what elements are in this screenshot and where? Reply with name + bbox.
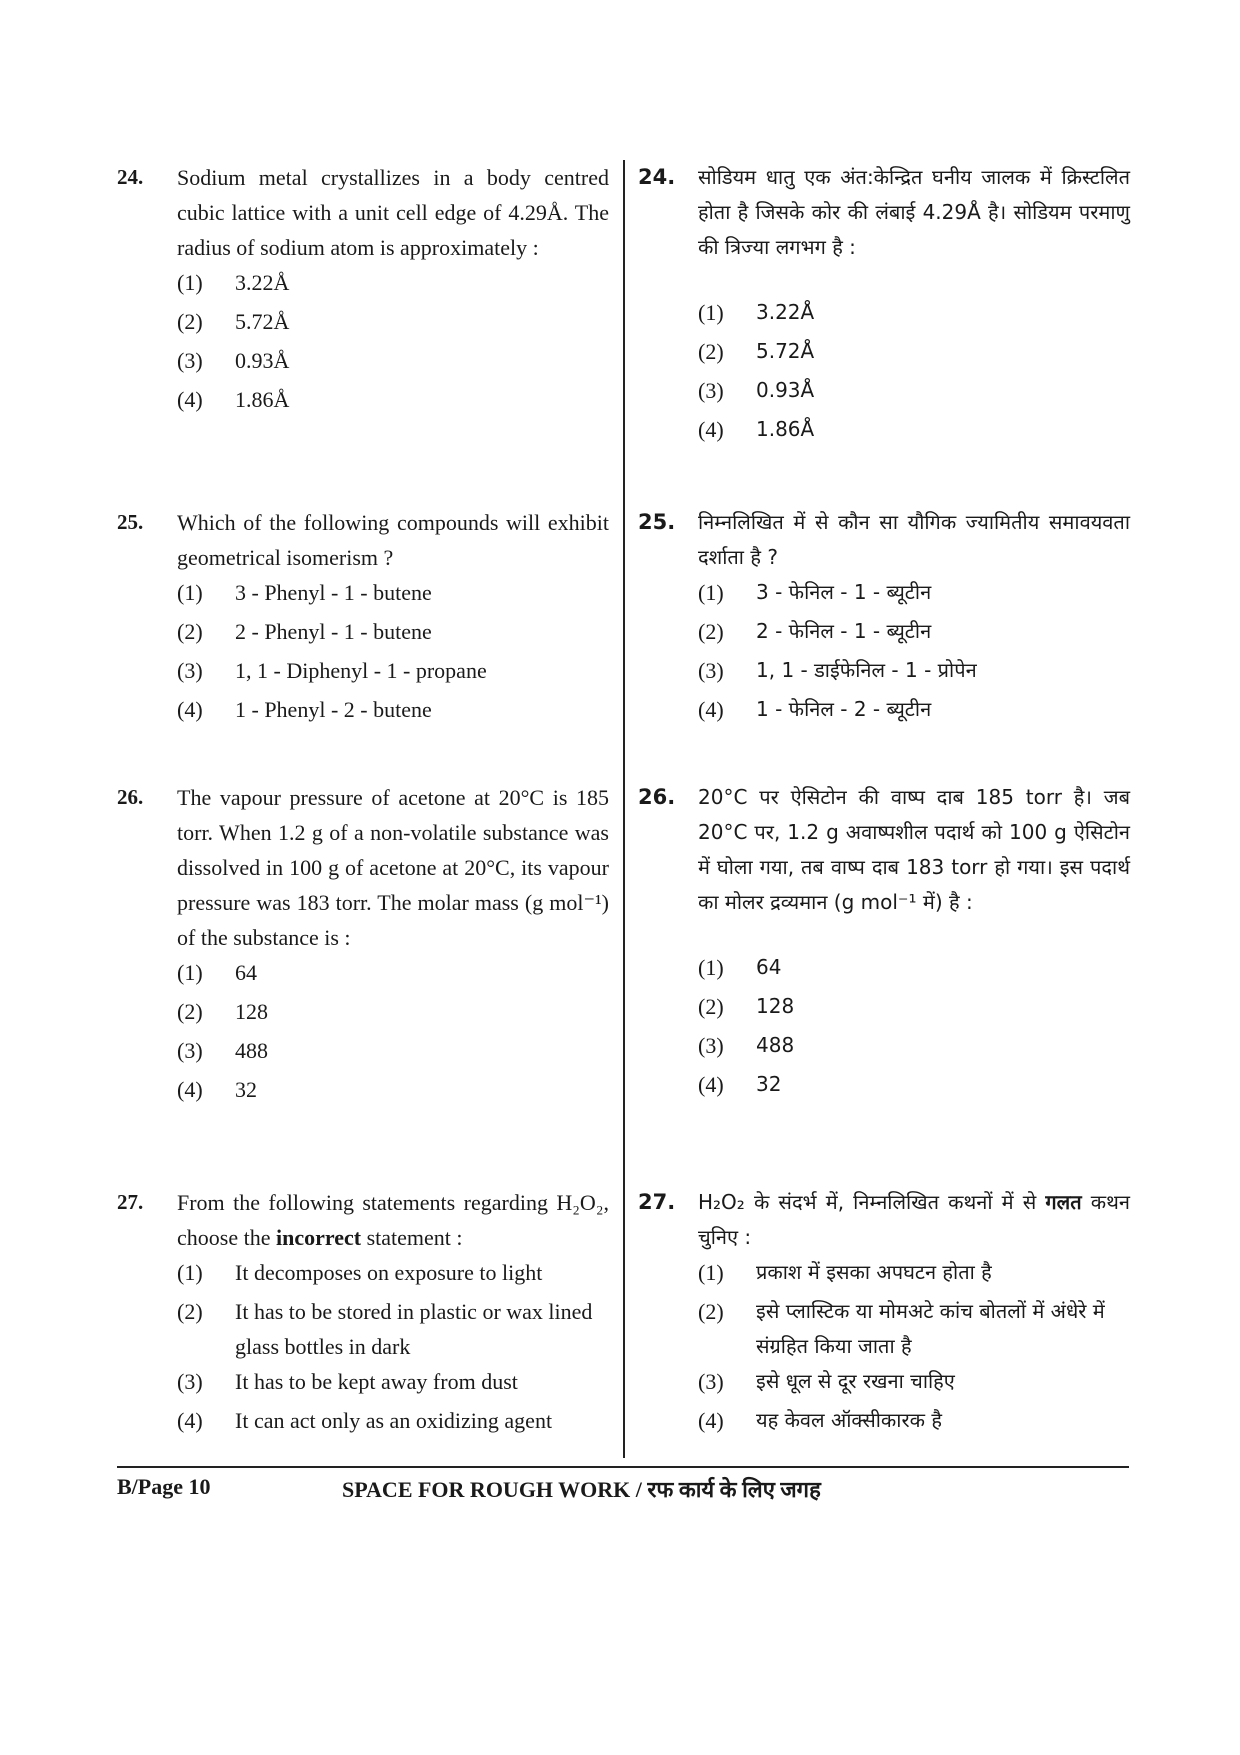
option-number: (2): [177, 619, 203, 644]
option-text: 64: [756, 955, 782, 979]
option-2[interactable]: [177, 614, 609, 653]
option-text: यह केवल ऑक्सीकारक है: [756, 1408, 942, 1432]
option-2[interactable]: [698, 334, 1130, 373]
option-number: (1): [177, 1260, 203, 1285]
option-text: 3 - Phenyl - 1 - butene: [235, 580, 432, 605]
option-text: 2 - Phenyl - 1 - butene: [235, 619, 432, 644]
option-text: 488: [235, 1038, 268, 1063]
option-number: (1): [698, 955, 724, 980]
option-number: (3): [177, 1038, 203, 1063]
option-text: 1.86Å: [235, 387, 290, 412]
option-text: 0.93Å: [235, 348, 290, 373]
option-text: It has to be stored in plastic or wax lined glass bottles in dark: [235, 1299, 593, 1359]
option-text: 3.22Å: [235, 270, 290, 295]
option-text: 0.93Å: [756, 378, 815, 402]
option-1[interactable]: [698, 295, 1130, 334]
option-text: प्रकाश में इसका अपघटन होता है: [756, 1260, 992, 1284]
option-number: (4): [177, 1077, 203, 1102]
option-4[interactable]: [177, 692, 609, 731]
question-number: 25.: [638, 510, 676, 534]
option-3[interactable]: [177, 343, 609, 382]
option-text: 3.22Å: [756, 300, 815, 324]
option-number: (1): [698, 300, 724, 325]
option-number: (2): [698, 1299, 724, 1324]
option-text: 128: [756, 994, 795, 1018]
column-divider: [623, 160, 625, 1458]
option-text: 1 - फेनिल - 2 - ब्यूटीन: [756, 697, 932, 721]
option-text: 32: [756, 1072, 782, 1096]
option-text: 1.86Å: [756, 417, 815, 441]
question-text: 20°C पर ऐसिटोन की वाष्प दाब 185 torr है। जब 20°C पर, 1.2 g अवाष्पशील पदार्थ को 100 g ऐसिटोन में घोला गया, तब वाष्प दाब 183 torr हो गया। इस पदार्थ का मोलर द्रव्यमान (g mol⁻¹ में) है :: [698, 785, 1130, 914]
question-27-hi: [638, 1185, 1130, 1442]
options-list: [698, 950, 1130, 1106]
option-1[interactable]: [698, 950, 1130, 989]
option-4[interactable]: [698, 1067, 1130, 1106]
option-3[interactable]: [698, 1364, 1130, 1403]
option-text: 128: [235, 999, 268, 1024]
question-number: 27.: [117, 1190, 144, 1214]
option-number: (1): [698, 580, 724, 605]
option-number: (3): [698, 1033, 724, 1058]
question-24-en: [117, 160, 609, 421]
question-26-en: [117, 780, 609, 1111]
option-number: (4): [698, 417, 724, 442]
option-text: 1, 1 - Diphenyl - 1 - propane: [235, 658, 487, 683]
option-text: 5.72Å: [235, 309, 290, 334]
option-4[interactable]: [177, 382, 609, 421]
option-1[interactable]: [698, 575, 1130, 614]
option-1[interactable]: [177, 575, 609, 614]
question-25-en: [117, 505, 609, 731]
option-4[interactable]: [698, 412, 1130, 451]
option-3[interactable]: [177, 1364, 609, 1403]
option-number: (1): [177, 270, 203, 295]
option-text: 1 - Phenyl - 2 - butene: [235, 697, 432, 722]
option-number: (2): [698, 339, 724, 364]
option-number: (1): [177, 580, 203, 605]
option-number: (2): [698, 619, 724, 644]
question-number: 26.: [638, 785, 676, 809]
options-list: [177, 265, 609, 421]
options-list: [177, 955, 609, 1111]
option-number: (3): [177, 348, 203, 373]
option-number: (3): [698, 658, 724, 683]
question-number: 26.: [117, 785, 144, 809]
option-number: (4): [698, 1072, 724, 1097]
option-number: (2): [698, 994, 724, 1019]
option-text: 32: [235, 1077, 257, 1102]
option-text: It can act only as an oxidizing agent: [235, 1408, 553, 1433]
option-2[interactable]: [177, 304, 609, 343]
option-text: 5.72Å: [756, 339, 815, 363]
question-text: [177, 1185, 609, 1255]
option-number: (4): [177, 697, 203, 722]
options-list: [698, 575, 1130, 731]
option-3[interactable]: [698, 1028, 1130, 1067]
option-number: (3): [177, 658, 203, 683]
option-number: (3): [698, 378, 724, 403]
option-text: 3 - फेनिल - 1 - ब्यूटीन: [756, 580, 932, 604]
option-number: (2): [177, 1299, 203, 1324]
page-number: B/Page 10: [117, 1474, 211, 1499]
question-27-en: [117, 1185, 609, 1442]
option-number: (1): [177, 960, 203, 985]
option-1[interactable]: [177, 1255, 609, 1294]
option-4[interactable]: [177, 1403, 609, 1442]
option-text: It decomposes on exposure to light: [235, 1260, 543, 1285]
option-number: (1): [698, 1260, 724, 1285]
option-3[interactable]: [698, 373, 1130, 412]
option-3[interactable]: [698, 653, 1130, 692]
option-2[interactable]: [698, 989, 1130, 1028]
option-number: (3): [177, 1369, 203, 1394]
options-list: [698, 1255, 1130, 1442]
option-text: 1, 1 - डाईफेनिल - 1 - प्रोपेन: [756, 658, 977, 682]
rough-work-label: SPACE FOR ROUGH WORK / रफ कार्य के लिए जगह: [342, 1477, 821, 1502]
question-24-hi: [638, 160, 1130, 451]
question-number: 25.: [117, 510, 144, 534]
option-text: 2 - फेनिल - 1 - ब्यूटीन: [756, 619, 932, 643]
option-3[interactable]: [177, 653, 609, 692]
question-text: [698, 1185, 1130, 1255]
options-list: [698, 295, 1130, 451]
option-1[interactable]: [698, 1255, 1130, 1294]
option-number: (2): [177, 309, 203, 334]
question-25-hi: [638, 505, 1130, 731]
question-number: 27.: [638, 1190, 676, 1214]
option-2[interactable]: [177, 1294, 609, 1364]
option-number: (4): [698, 697, 724, 722]
option-number: (4): [698, 1408, 724, 1433]
option-text: It has to be kept away from dust: [235, 1369, 518, 1394]
question-text-part: H₂O₂ के संदर्भ में, निम्नलिखित कथनों में से: [698, 1190, 1037, 1214]
question-text: Sodium metal crystallizes in a body centred cubic lattice with a unit cell edge of 4.29Å. The radius of sodium atom is approximately :: [177, 165, 609, 260]
question-text-part: statement :: [366, 1225, 463, 1250]
option-3[interactable]: [177, 1033, 609, 1072]
question-text: The vapour pressure of acetone at 20°C is 185 torr. When 1.2 g of a non-volatile substance was dissolved in 100 g of acetone at 20°C, its vapour pressure was 183 torr. The molar mass (g mol⁻¹) of the substance is :: [177, 785, 609, 950]
option-4[interactable]: [177, 1072, 609, 1111]
question-number: 24.: [117, 165, 144, 189]
question-text: Which of the following compounds will exhibit geometrical isomerism ?: [177, 510, 609, 570]
options-list: [177, 575, 609, 731]
option-number: (4): [177, 1408, 203, 1433]
question-26-hi: [638, 780, 1130, 1106]
footer-rule: [117, 1466, 1129, 1468]
option-2[interactable]: [177, 994, 609, 1033]
option-4[interactable]: [698, 1403, 1130, 1442]
option-number: (3): [698, 1369, 724, 1394]
option-2[interactable]: [698, 614, 1130, 653]
option-1[interactable]: [177, 955, 609, 994]
option-2[interactable]: [698, 1294, 1130, 1364]
question-text: निम्नलिखित में से कौन सा यौगिक ज्यामितीय समावयवता दर्शाता है ?: [698, 510, 1130, 569]
question-text-part: From the following statements regarding H₂O₂, choose the: [177, 1190, 609, 1250]
question-number: 24.: [638, 165, 676, 189]
option-number: (2): [177, 999, 203, 1024]
question-emphasis: incorrect: [275, 1225, 362, 1250]
question-emphasis: गलत: [1045, 1190, 1082, 1214]
options-list: [177, 1255, 609, 1442]
option-number: (4): [177, 387, 203, 412]
option-text: 64: [235, 960, 257, 985]
option-text: इसे धूल से दूर रखना चाहिए: [756, 1369, 955, 1393]
question-text-part: कथन चुनिए :: [698, 1190, 1130, 1249]
option-text: 488: [756, 1033, 795, 1057]
option-1[interactable]: [177, 265, 609, 304]
option-4[interactable]: [698, 692, 1130, 731]
option-text: इसे प्लास्टिक या मोमअटे कांच बोतलों में अंधेरे में संग्रहित किया जाता है: [756, 1299, 1105, 1358]
question-text: सोडियम धातु एक अंत:केन्द्रित घनीय जालक में क्रिस्टलित होता है जिसके कोर की लंबाई 4.29Å है। सोडियम परमाणु की त्रिज्या लगभग है :: [698, 165, 1130, 259]
